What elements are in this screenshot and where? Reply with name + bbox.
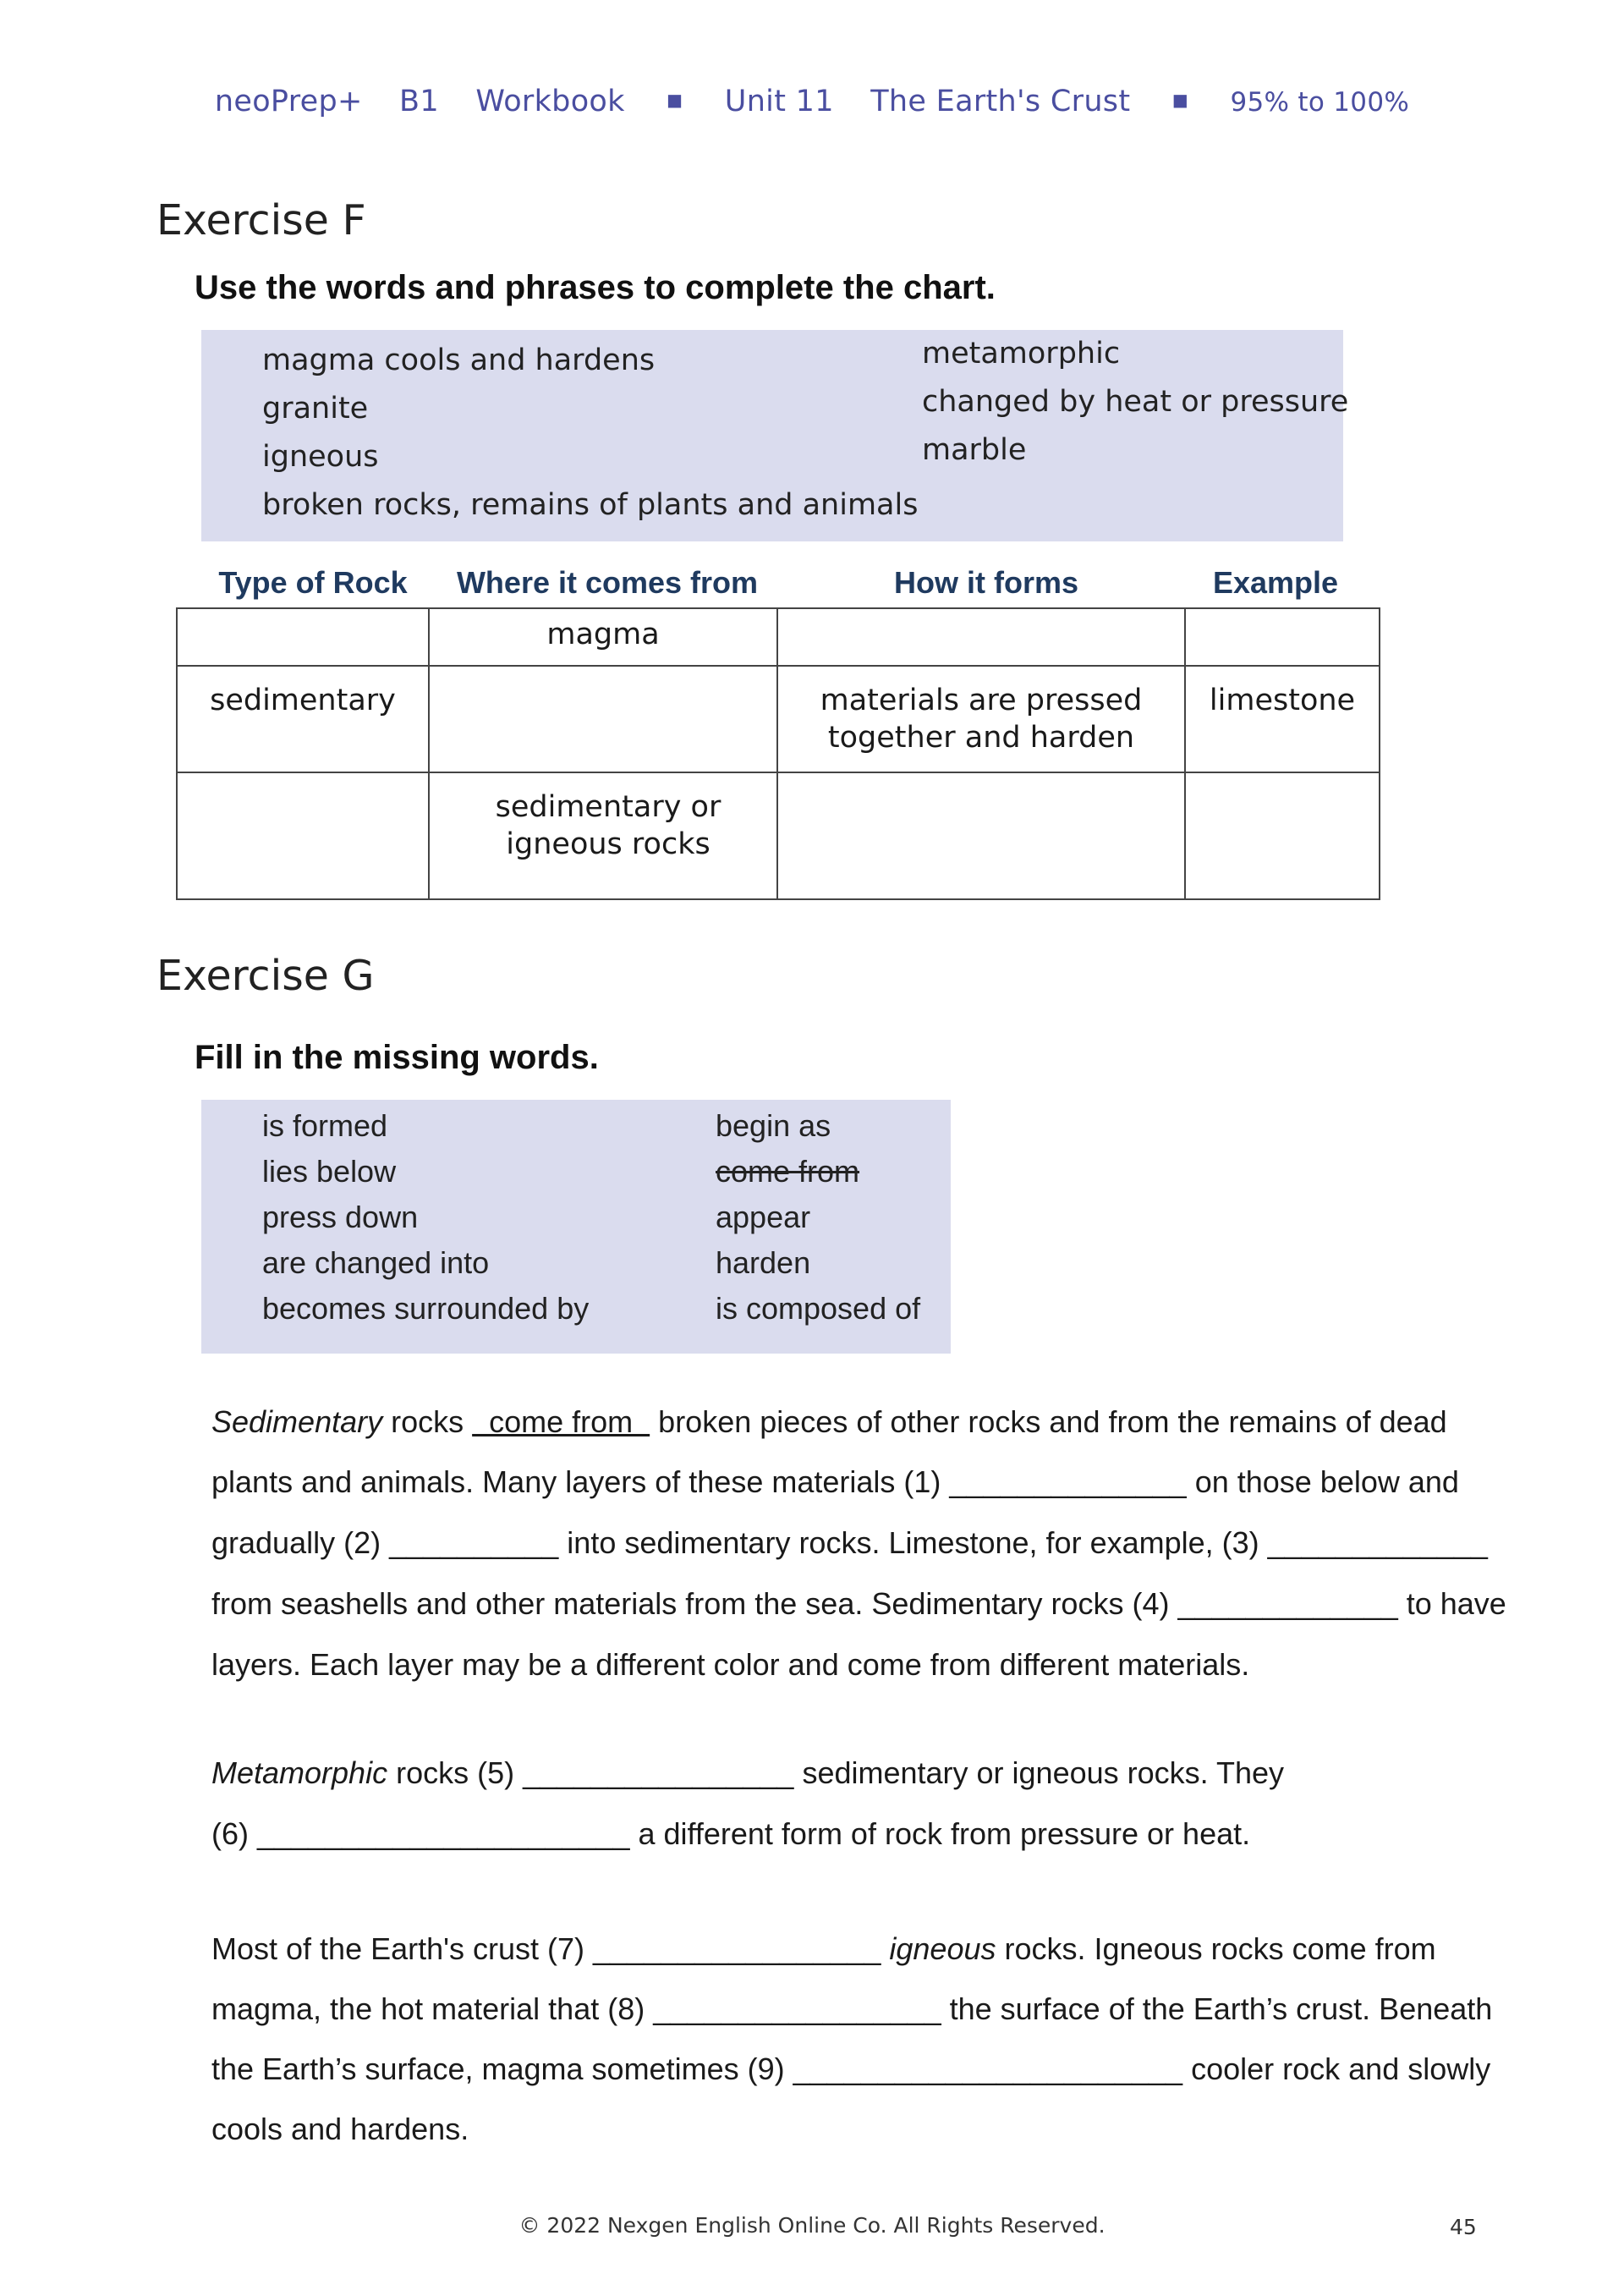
- table-cell: sedimentary: [177, 666, 429, 772]
- exercise-g-instruction: Fill in the missing words.: [195, 1039, 599, 1076]
- paragraph-line[interactable]: the Earth’s surface, magma sometimes (9) _______________________ cooler rock and slowly: [211, 2052, 1491, 2086]
- word-bank-item: becomes surrounded by: [262, 1291, 590, 1326]
- term-sedimentary: Sedimentary: [211, 1404, 383, 1439]
- answer-cell[interactable]: [777, 772, 1185, 899]
- term-igneous: igneous: [889, 1931, 996, 1966]
- column-header: How it forms: [893, 565, 1079, 600]
- word-bank-item: metamorphic: [922, 337, 1121, 371]
- word-bank-item: igneous: [262, 440, 379, 474]
- separator-square-icon: ■: [667, 90, 683, 110]
- topic-label: The Earth's Crust: [870, 85, 1131, 118]
- table-cell: magma: [429, 608, 777, 666]
- word-bank-f: [201, 330, 1349, 541]
- answer-cell[interactable]: [177, 772, 429, 899]
- paragraph-line: cools and hardens.: [211, 2112, 469, 2146]
- separator-square-icon: ■: [1171, 90, 1189, 110]
- word-bank-item: press down: [262, 1200, 419, 1234]
- paragraph-line[interactable]: plants and animals. Many layers of these materials (1) ______________ on those below and: [211, 1464, 1459, 1499]
- table-cell: materials are pressed together and harden: [777, 666, 1185, 772]
- word-bank-item: granite: [262, 392, 369, 426]
- column-header: Where it comes from: [456, 565, 759, 600]
- word-bank-item: are changed into: [262, 1245, 490, 1280]
- exercise-f-instruction: Use the words and phrases to complete the chart.: [195, 269, 996, 306]
- answer-cell[interactable]: [1185, 608, 1380, 666]
- table-row: [177, 666, 1380, 772]
- paragraph-line[interactable]: Metamorphic rocks (5) ________________ sedimentary or igneous rocks. They: [211, 1755, 1285, 1790]
- exercise-f-title: Exercise F: [156, 196, 366, 244]
- page-header: [0, 85, 1624, 118]
- paragraph-line[interactable]: (6) ______________________ a different form of rock from pressure or heat.: [211, 1816, 1251, 1851]
- word-bank-item: changed by heat or pressure: [922, 385, 1349, 419]
- table-cell: sedimentary or igneous rocks: [429, 772, 777, 899]
- column-header: Type of Rock: [218, 565, 408, 600]
- exercise-g-title: Exercise G: [156, 952, 375, 1000]
- word-bank-item: harden: [716, 1245, 811, 1280]
- word-bank-g: [201, 1100, 951, 1354]
- answer-cell[interactable]: [777, 608, 1185, 666]
- answer-cell[interactable]: [177, 608, 429, 666]
- answer-cell[interactable]: [429, 666, 777, 772]
- table-row: [177, 608, 1380, 666]
- copyright-footer: © 2022 Nexgen English Online Co. All Rights Reserved.: [518, 2213, 1106, 2238]
- example-answer: come from: [472, 1404, 650, 1439]
- word-bank-item: begin as: [716, 1108, 831, 1143]
- book-label: Workbook: [475, 85, 625, 118]
- table-row: [177, 772, 1380, 899]
- level-label: B1: [399, 85, 439, 118]
- word-bank-item: broken rocks, remains of plants and animals: [262, 488, 919, 522]
- rock-chart: [176, 607, 1380, 900]
- paragraph-line[interactable]: Most of the Earth's crust (7) _________________ igneous rocks. Igneous rocks come from: [211, 1931, 1436, 1966]
- paragraph-line: layers. Each layer may be a different color and come from different materials.: [211, 1647, 1250, 1682]
- paragraph-line: Sedimentary rocks come from broken pieces of other rocks and from the remains of dead: [211, 1404, 1447, 1439]
- answer-cell[interactable]: [1185, 772, 1380, 899]
- word-bank-item: appear: [716, 1200, 811, 1234]
- brand-label: neoPrep+: [214, 85, 363, 118]
- score-label: 95% to 100%: [1230, 87, 1410, 118]
- word-bank-item-used: come from: [716, 1154, 860, 1189]
- word-bank-item: marble: [922, 433, 1027, 467]
- word-bank-item: magma cools and hardens: [262, 343, 656, 377]
- word-bank-item: is composed of: [716, 1291, 921, 1326]
- paragraph-line[interactable]: from seashells and other materials from the sea. Sedimentary rocks (4) _____________ to have: [211, 1586, 1506, 1621]
- term-metamorphic: Metamorphic: [211, 1755, 388, 1790]
- word-bank-item: is formed: [262, 1108, 388, 1143]
- unit-label: Unit 11: [724, 85, 834, 118]
- page-number: 45: [1450, 2215, 1477, 2239]
- column-header: Example: [1212, 565, 1339, 600]
- paragraph-line[interactable]: magma, the hot material that (8) _________________ the surface of the Earth’s crust. Beneath: [211, 1991, 1493, 2026]
- paragraph-line[interactable]: gradually (2) __________ into sedimentary rocks. Limestone, for example, (3) _____________: [211, 1525, 1488, 1560]
- table-cell: limestone: [1185, 666, 1380, 772]
- word-bank-item: lies below: [262, 1154, 397, 1189]
